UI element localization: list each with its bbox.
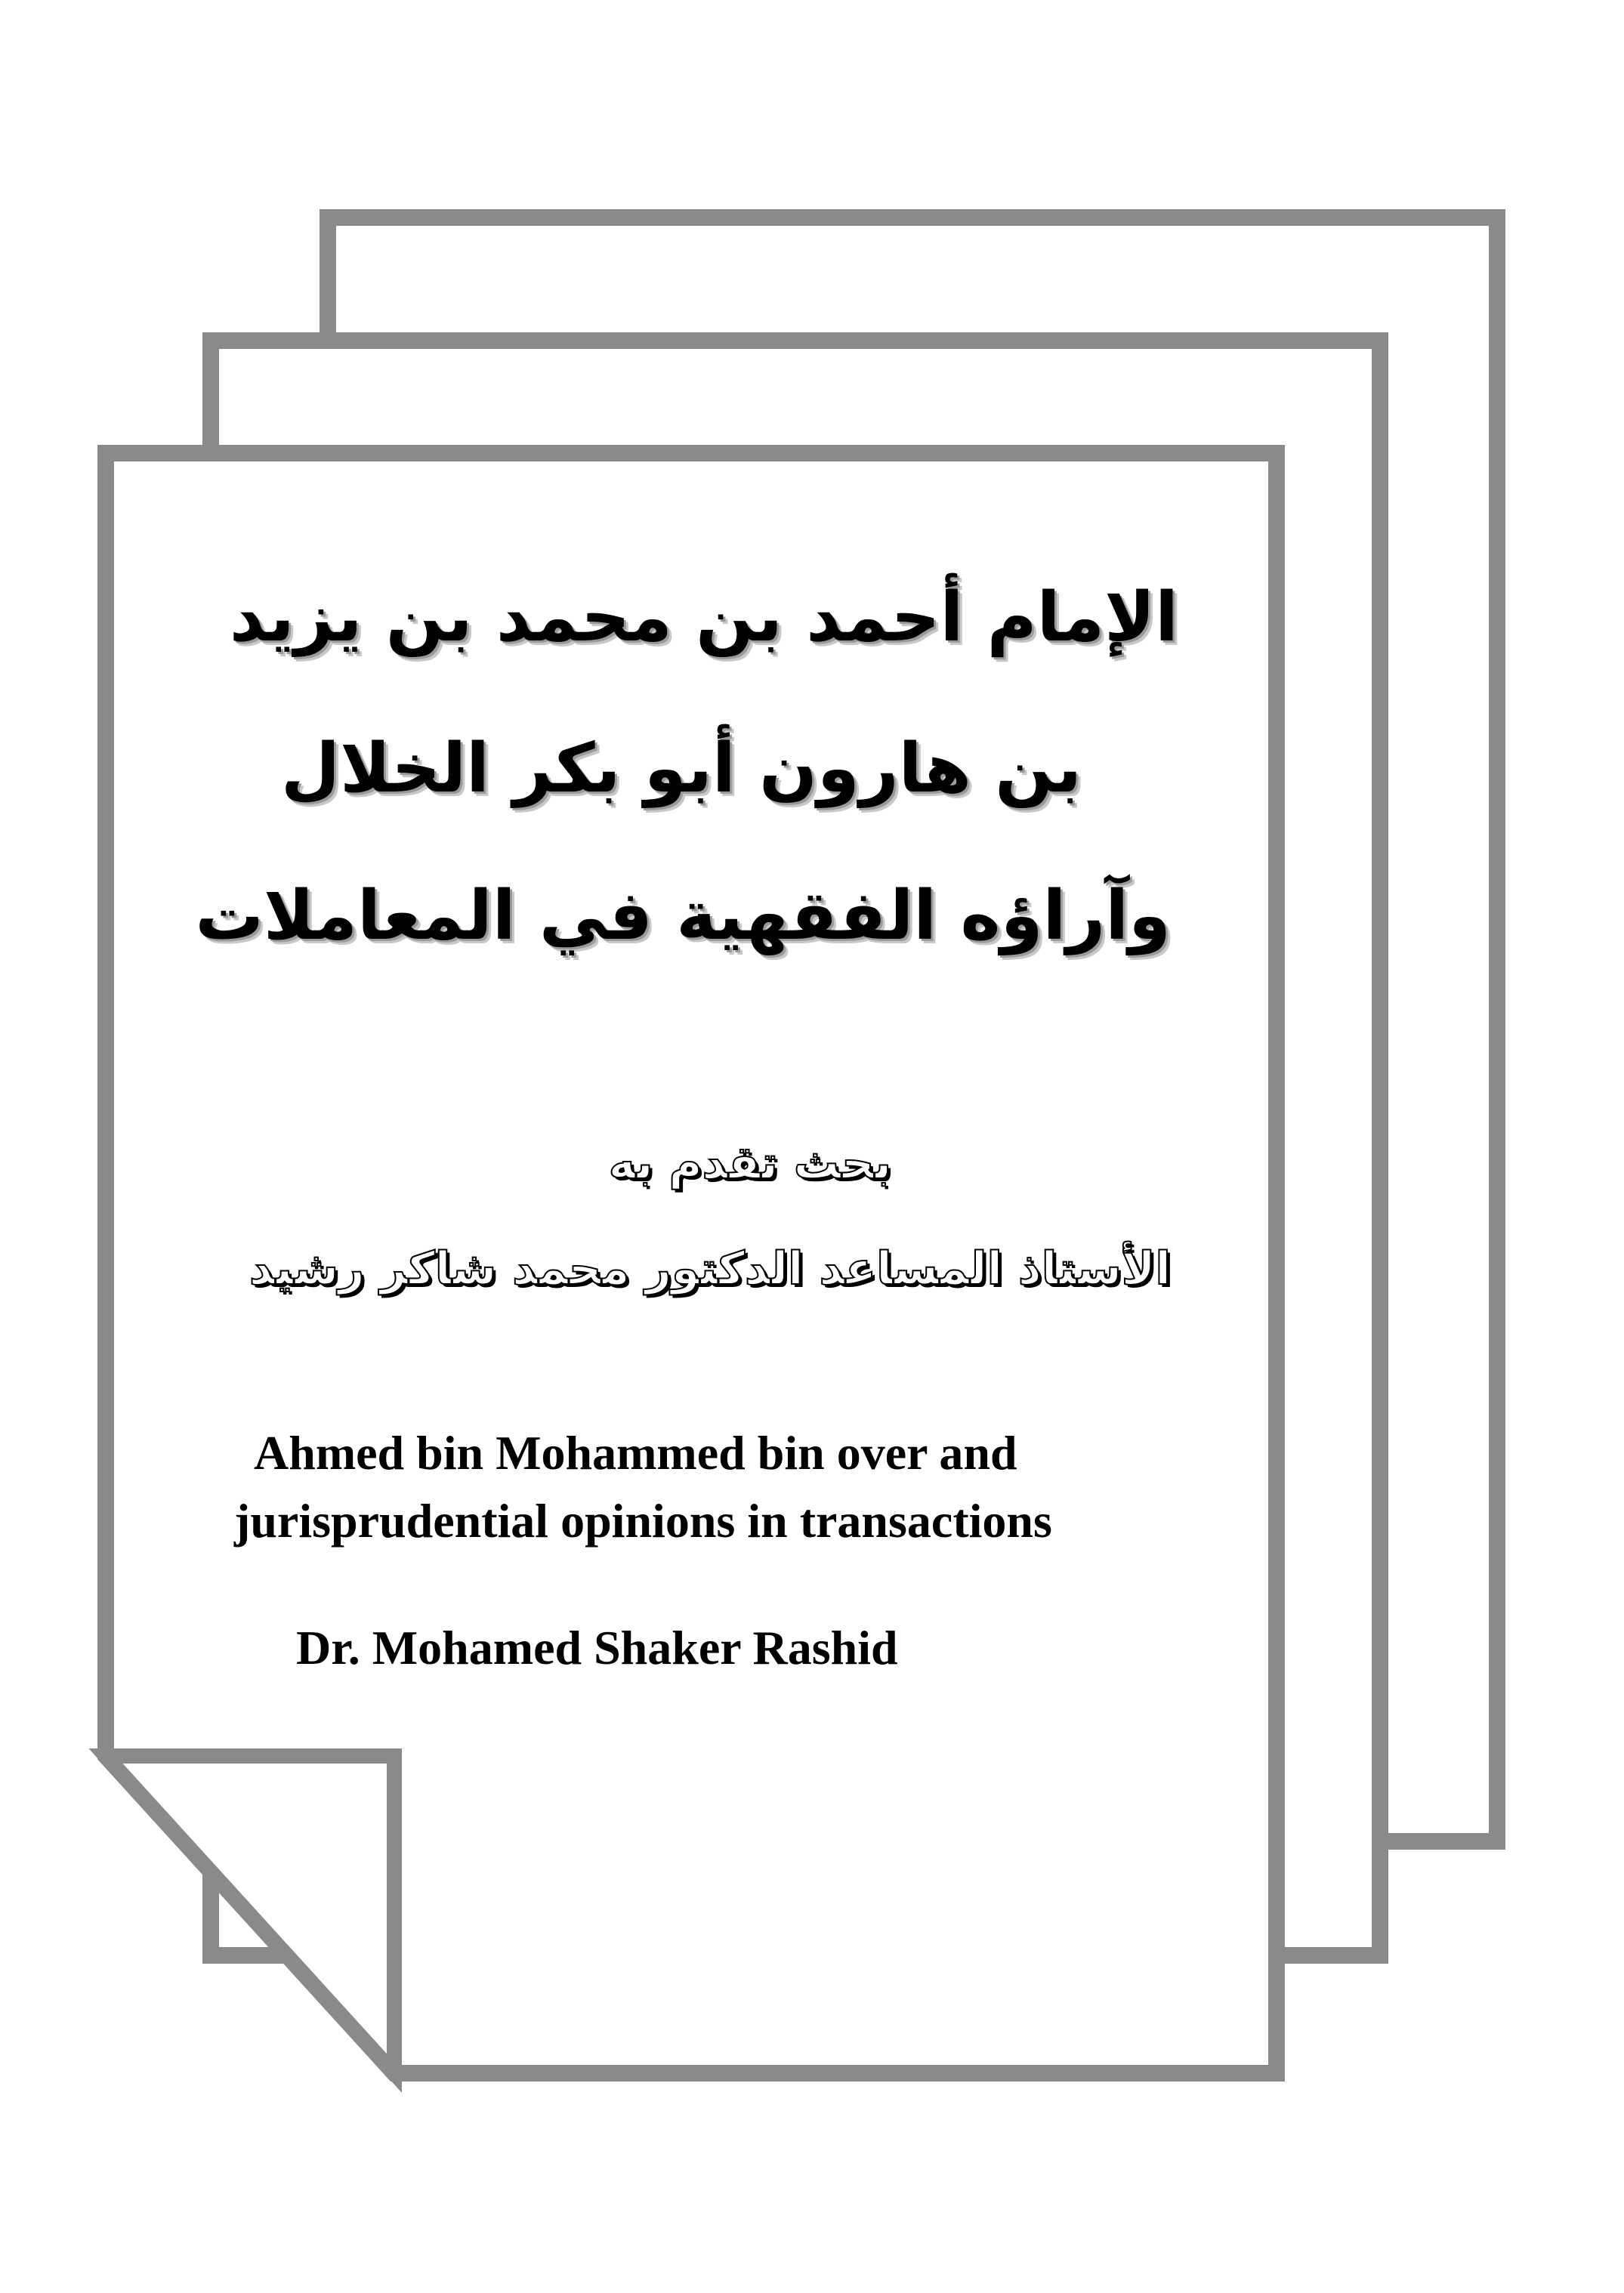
arabic-presented-by: بحث تقدم به (608, 1137, 891, 1190)
english-author-name: Dr. Mohamed Shaker Rashid (296, 1621, 898, 1674)
arabic-author-name: الأستاذ المساعد الدكتور محمد شاكر رشيد (249, 1242, 1171, 1295)
arabic-title-line-1: الإمام أحمد بن محمد بن يزيد (229, 578, 1178, 657)
arabic-title-line-2: بن هارون أبو بكر الخلال (280, 729, 1082, 808)
english-title-line-1: Ahmed bin Mohammed bin over and (254, 1426, 1017, 1480)
arabic-title-line-3: وآراؤه الفقهية في المعاملات (195, 876, 1171, 955)
english-title-line-2: jurisprudential opinions in transactions (234, 1494, 1052, 1548)
